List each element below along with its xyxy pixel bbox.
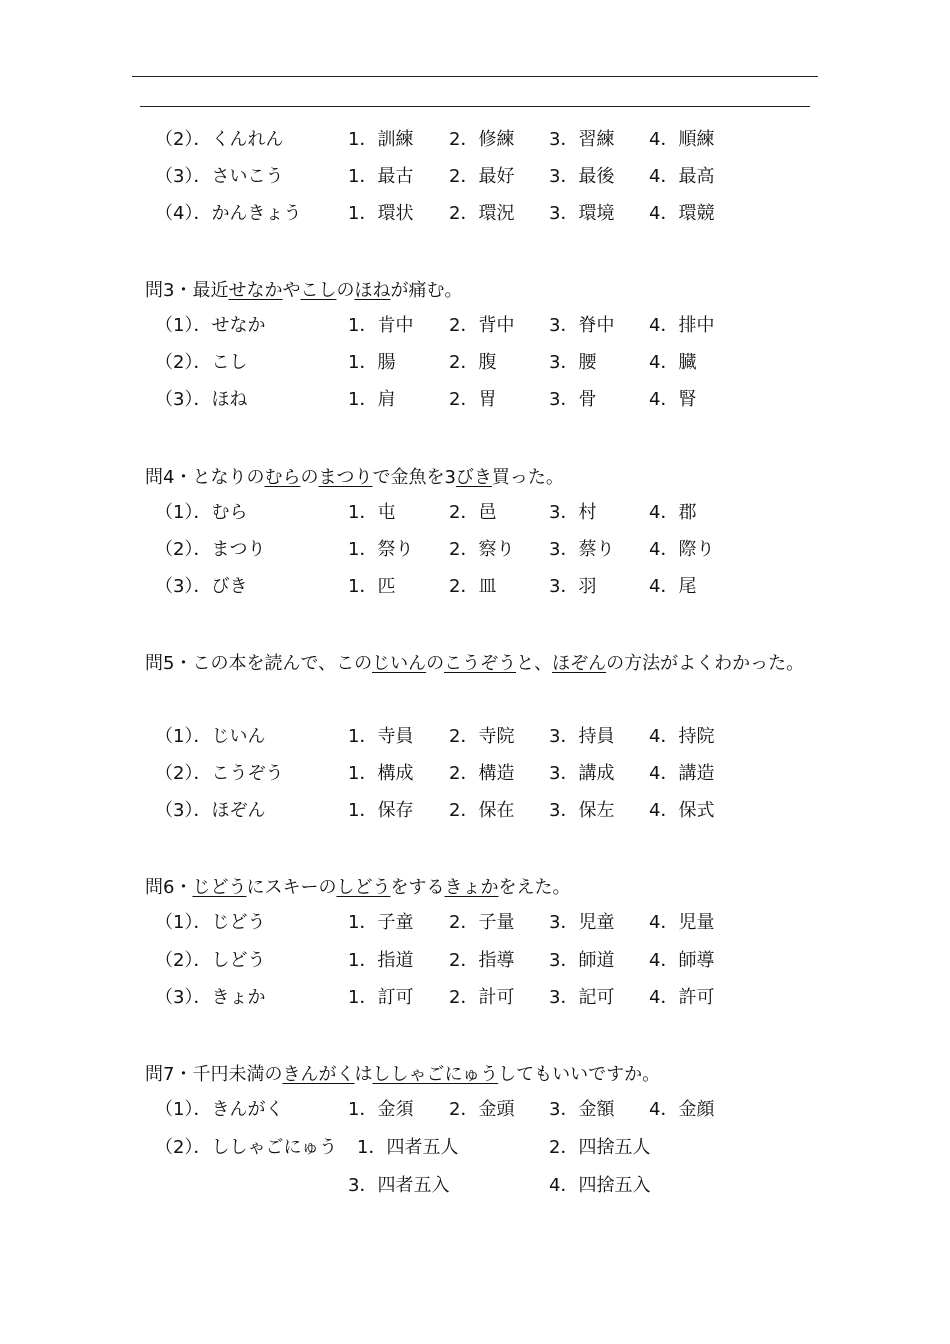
choice-2: 2．最好 <box>449 166 515 187</box>
choice-3: 3．児童 <box>549 912 615 933</box>
question-text: と、 <box>516 653 553 674</box>
choice-4: 4．師導 <box>649 950 715 971</box>
choice-4: 4．児量 <box>649 912 715 933</box>
reading-label: （1）．じいん <box>155 726 266 747</box>
option-row <box>0 199 950 229</box>
option-row <box>0 759 950 789</box>
choice-3: 3．蔡り <box>549 539 615 560</box>
choice-1: 1．最古 <box>348 166 414 187</box>
underlined-word: きんがく <box>282 1064 355 1085</box>
reading-label: （2）．こし <box>155 352 248 373</box>
choice-2: 2．背中 <box>449 315 515 336</box>
option-row <box>0 311 950 341</box>
choice-3: 3．習練 <box>549 129 615 150</box>
choice-4: 4．環競 <box>649 203 715 224</box>
choice-2: 2．計可 <box>449 987 515 1008</box>
choice-3: 3．腰 <box>549 352 597 373</box>
choice-4: 4．四捨五入 <box>549 1175 651 1196</box>
choice-1: 1．肯中 <box>348 315 414 336</box>
option-row <box>0 498 950 528</box>
reading-label: （4）．かんきょう <box>155 203 302 224</box>
question-7 <box>145 1057 820 1093</box>
choice-3: 3．師道 <box>549 950 615 971</box>
choice-1: 1．環状 <box>348 203 414 224</box>
reading-label: （3）．びき <box>155 576 248 597</box>
question-text: の <box>300 467 319 488</box>
question-text: は <box>354 1064 373 1085</box>
question-5 <box>145 646 820 682</box>
choice-3: 3．最後 <box>549 166 615 187</box>
question-text: の <box>336 280 355 301</box>
choice-1: 1．腸 <box>348 352 396 373</box>
reading-label: （3）．ほね <box>155 389 248 410</box>
option-row <box>0 1133 950 1163</box>
underlined-word: こうぞう <box>444 653 517 674</box>
choice-3: 3．持員 <box>549 726 615 747</box>
underlined-word: しどう <box>336 877 391 898</box>
reading-label: （3）．ほぞん <box>155 800 266 821</box>
question-text: をする <box>390 877 445 898</box>
question-text: 問5・この本を読んで、この <box>145 653 373 674</box>
choice-4: 4．講造 <box>649 763 715 784</box>
choice-1: 1．保存 <box>348 800 414 821</box>
reading-label: （2）．しどう <box>155 950 266 971</box>
choice-3: 3．環境 <box>549 203 615 224</box>
question-text: 問6・ <box>145 877 193 898</box>
question-text: 問3・最近 <box>145 280 229 301</box>
option-row <box>0 125 950 155</box>
second-rule <box>140 106 810 107</box>
question-text: 問4・となりの <box>145 467 265 488</box>
choice-2: 2．腹 <box>449 352 497 373</box>
choice-1: 1．構成 <box>348 763 414 784</box>
question-text: で金魚を3 <box>372 467 456 488</box>
option-row <box>0 535 950 565</box>
option-row <box>0 722 950 752</box>
reading-label: （1）．せなか <box>155 315 266 336</box>
question-text: 買った。 <box>491 467 564 488</box>
choice-4: 4．臓 <box>649 352 697 373</box>
choice-4: 4．腎 <box>649 389 697 410</box>
reading-label: （2）．くんれん <box>155 129 284 150</box>
choice-4: 4．郡 <box>649 502 697 523</box>
option-row <box>0 1095 950 1125</box>
reading-label: （1）．きんがく <box>155 1099 284 1120</box>
choice-2: 2．邑 <box>449 502 497 523</box>
choice-2: 2．金頭 <box>449 1099 515 1120</box>
choice-1: 1．四者五人 <box>357 1137 459 1158</box>
question-3 <box>145 273 820 309</box>
choice-3: 3．脊中 <box>549 315 615 336</box>
choice-2: 2．保在 <box>449 800 515 821</box>
choice-4: 4．尾 <box>649 576 697 597</box>
choice-1: 1．祭り <box>348 539 414 560</box>
choice-2: 2．寺院 <box>449 726 515 747</box>
question-text: をえた。 <box>498 877 571 898</box>
underlined-word: ほね <box>354 280 391 301</box>
underlined-word: じいん <box>372 653 427 674</box>
underlined-word: せなか <box>228 280 283 301</box>
reading-label: （1）．じどう <box>155 912 266 933</box>
reading-label: （3）．きょか <box>155 987 266 1008</box>
option-row <box>0 572 950 602</box>
choice-1: 1．訂可 <box>348 987 414 1008</box>
choice-2: 2．構造 <box>449 763 515 784</box>
choice-1: 1．指道 <box>348 950 414 971</box>
underlined-word: まつり <box>318 467 373 488</box>
choice-2: 2．子量 <box>449 912 515 933</box>
choice-1: 1．金須 <box>348 1099 414 1120</box>
reading-label: （2）．ししゃごにゅう <box>155 1137 338 1158</box>
option-row <box>0 908 950 938</box>
choice-1: 1．子童 <box>348 912 414 933</box>
option-row <box>0 385 950 415</box>
choice-1: 1．肩 <box>348 389 396 410</box>
option-row <box>0 796 950 826</box>
option-row <box>0 162 950 192</box>
choice-1: 1．訓練 <box>348 129 414 150</box>
choice-4: 4．順練 <box>649 129 715 150</box>
choice-2: 2．修練 <box>449 129 515 150</box>
choice-3: 3．金額 <box>549 1099 615 1120</box>
choice-4: 4．際り <box>649 539 715 560</box>
reading-label: （2）．こうぞう <box>155 763 284 784</box>
top-rule <box>132 76 818 77</box>
choice-3: 3．羽 <box>549 576 597 597</box>
question-text: してもいいですか。 <box>498 1064 661 1085</box>
choice-2: 2．察り <box>449 539 515 560</box>
question-text: や <box>282 280 301 301</box>
choice-1: 1．屯 <box>348 502 396 523</box>
option-row <box>0 983 950 1013</box>
underlined-word: むら <box>264 467 301 488</box>
choice-3: 3．四者五入 <box>348 1175 450 1196</box>
reading-label: （1）．むら <box>155 502 248 523</box>
choice-3: 3．骨 <box>549 389 597 410</box>
underlined-word: びき <box>455 467 492 488</box>
choice-4: 4．持院 <box>649 726 715 747</box>
choice-4: 4．保式 <box>649 800 715 821</box>
option-row <box>0 946 950 976</box>
choice-3: 3．保左 <box>549 800 615 821</box>
underlined-word: じどう <box>192 877 247 898</box>
underlined-word: ししゃごにゅう <box>372 1064 499 1085</box>
question-text: 問7・千円未満の <box>145 1064 283 1085</box>
choice-1: 1．寺員 <box>348 726 414 747</box>
choice-3: 3．講成 <box>549 763 615 784</box>
reading-label: （3）．さいこう <box>155 166 284 187</box>
choice-1: 1．匹 <box>348 576 396 597</box>
option-row <box>0 1171 950 1201</box>
choice-2: 2．皿 <box>449 576 497 597</box>
choice-4: 4．排中 <box>649 315 715 336</box>
choice-3: 3．記可 <box>549 987 615 1008</box>
question-text: が痛む。 <box>390 280 463 301</box>
question-text: にスキーの <box>246 877 337 898</box>
option-row <box>0 348 950 378</box>
question-text: の方法がよくわかった。 <box>606 653 805 674</box>
choice-2: 2．指導 <box>449 950 515 971</box>
choice-4: 4．許可 <box>649 987 715 1008</box>
underlined-word: きょか <box>444 877 499 898</box>
reading-label: （2）．まつり <box>155 539 266 560</box>
choice-4: 4．最高 <box>649 166 715 187</box>
choice-2: 2．四捨五人 <box>549 1137 651 1158</box>
choice-4: 4．金顔 <box>649 1099 715 1120</box>
underlined-word: ほぞん <box>552 653 607 674</box>
question-4 <box>145 460 820 496</box>
question-text: の <box>426 653 445 674</box>
underlined-word: こし <box>300 280 337 301</box>
choice-2: 2．胃 <box>449 389 497 410</box>
question-6 <box>145 870 820 906</box>
choice-2: 2．環況 <box>449 203 515 224</box>
choice-3: 3．村 <box>549 502 597 523</box>
